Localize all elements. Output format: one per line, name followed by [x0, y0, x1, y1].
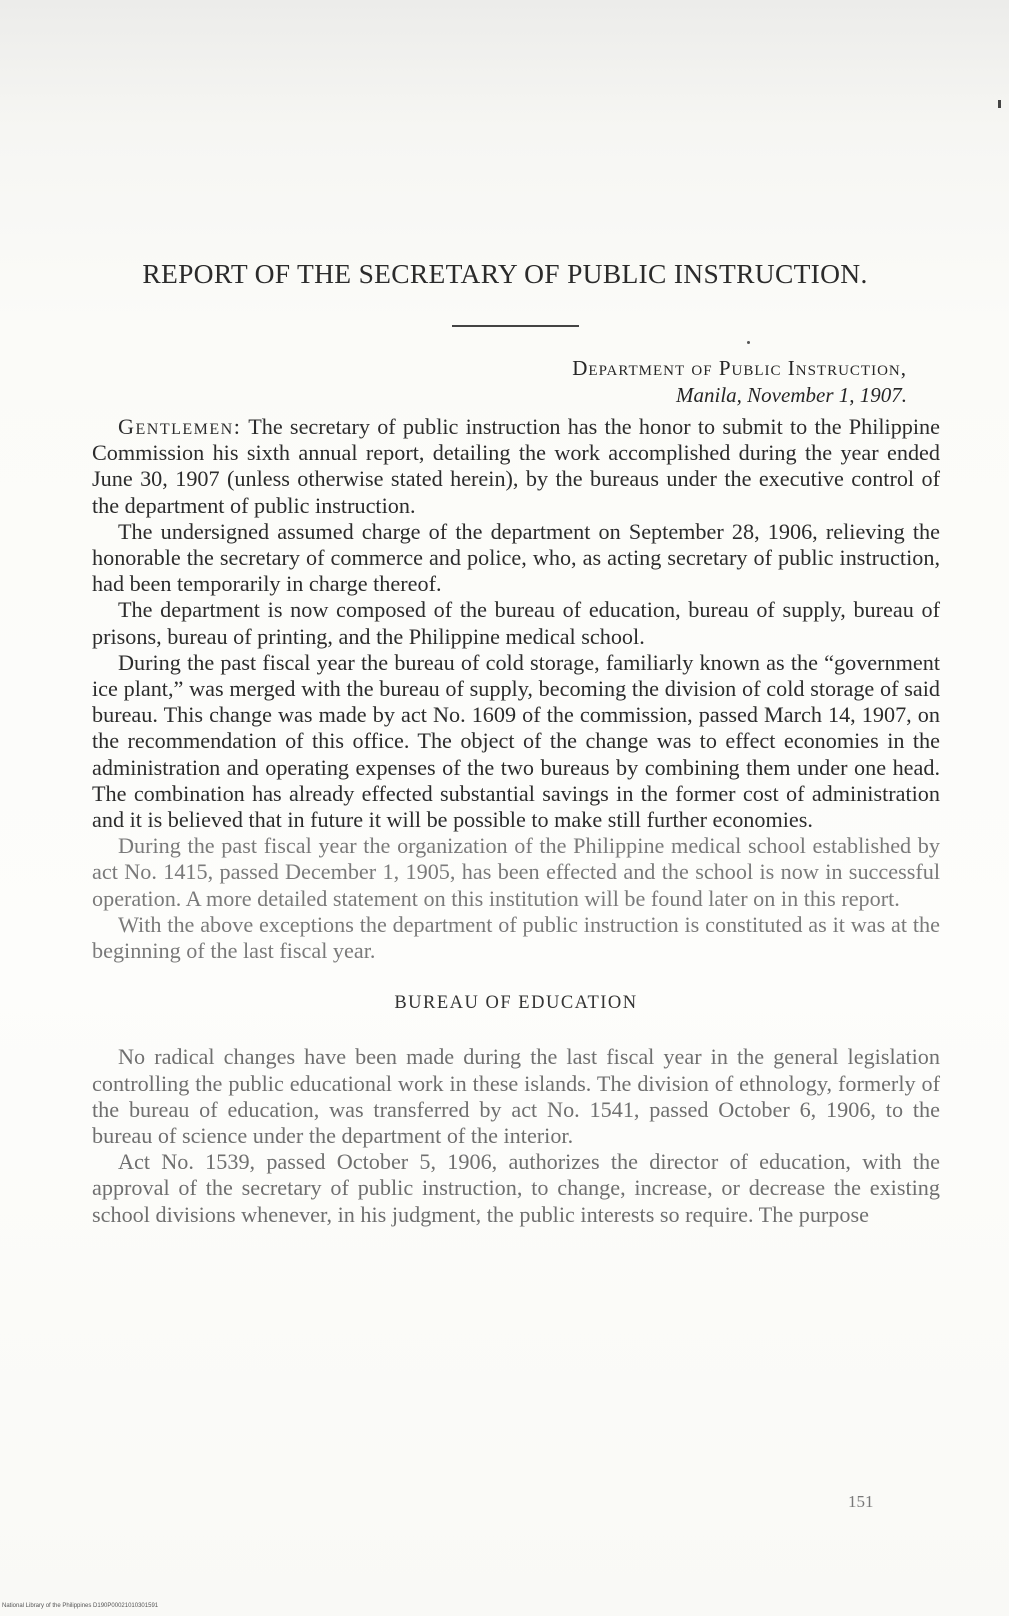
dateline [572, 355, 907, 409]
footer-credit: National Library of the Philippines D190P00021010301591 [2, 1603, 159, 1609]
paragraph: During the past fiscal year the bureau of cold storage, familiarly known as the “government ice plant,” was merged with the bureau of supply, becoming the division of cold storage of said bureau. This change was made by act No. 1609 of the commission, passed March 14, 1907, on the recommendation of this office. The object of the change was to effect economies in the administration and operating expenses of the two bureaus by combining them under one head. The combination has already effected substantial savings in the former cost of administration and it is believed that in future it will be possible to make still further economies. [92, 649, 940, 833]
report-body [92, 414, 940, 1228]
paragraph: With the above exceptions the department of public instruction is constituted as it was at the beginning of the last fiscal year. [92, 911, 940, 964]
salutation: Gentlemen: [118, 414, 242, 439]
title-divider [452, 325, 579, 327]
paragraph: The department is now composed of the bureau of education, bureau of supply, bureau of prisons, bureau of printing, and the Philippine medical school. [92, 597, 940, 649]
dateline-department: Department of Public Instruction, [572, 356, 907, 380]
paragraph: No radical changes have been made during the last fiscal year in the general legislation controlling the public educational work in these islands. The division of ethnology, formerly of the bureau of education, was transferred by act No. 1541, passed October 6, 1906, to the bureau of science under the department of the interior. [92, 1044, 940, 1149]
paragraph [92, 414, 940, 519]
paragraph: Act No. 1539, passed October 5, 1906, authorizes the director of education, with the approval of the secretary of public instruction, to change, increase, or decrease the existing school divisions whenever, in his judgment, the public interests so require. The purpose [92, 1149, 940, 1227]
section-heading: BUREAU OF EDUCATION [394, 993, 638, 1014]
scan-speck [747, 341, 750, 344]
dateline-place-date: Manila, November 1, 1907. [676, 383, 907, 407]
paragraph-text: The secretary of public instruction has the honor to submit to the Philippine Commission his sixth annual report, detailing the work accomplished during the year ended June 30, 1907 (unless otherwise stated herein), by the bureaus under the executive control of the department of public instruction. [92, 414, 940, 518]
report-title: REPORT OF THE SECRETARY OF PUBLIC INSTRUCTION. [142, 258, 868, 289]
scan-mark [998, 100, 1001, 108]
paragraph: During the past fiscal year the organization of the Philippine medical school established by act No. 1415, passed December 1, 1905, has been effected and the school is now in successful operation. A more detailed statement on this institution will be found later on in this report. [92, 833, 940, 911]
paragraph: The undersigned assumed charge of the department on September 28, 1906, relieving the honorable the secretary of commerce and police, who, as acting secretary of public instruction, had been temporarily in charge thereof. [92, 518, 940, 597]
page-number: 151 [848, 1492, 874, 1511]
